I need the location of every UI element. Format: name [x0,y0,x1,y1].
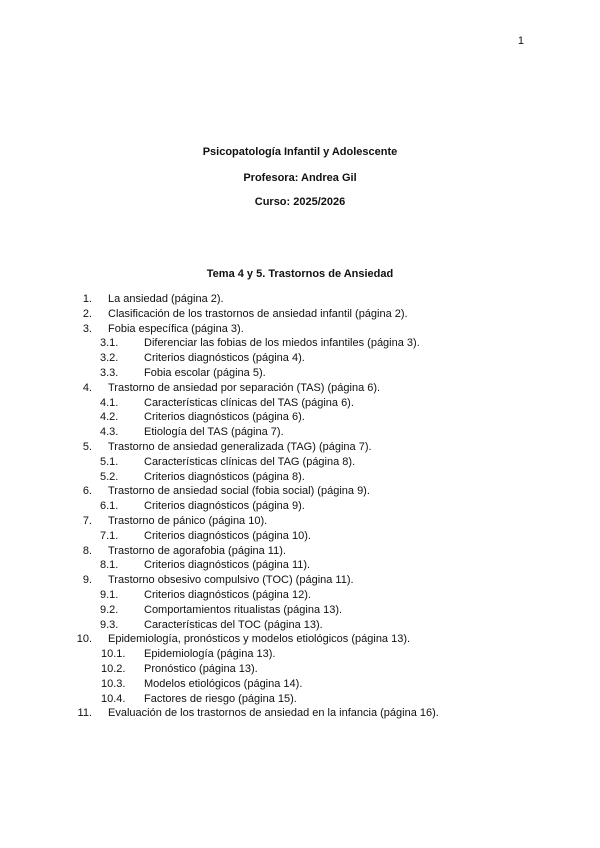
toc-number: 7.1. [100,529,119,542]
toc-item [0,632,600,647]
toc-text: La ansiedad (página 2). [108,293,224,305]
toc-number: 4.1. [100,396,119,409]
toc-number: 10.3. [101,677,126,690]
toc-subitem [0,529,600,544]
toc-text: Clasificación de los trastornos de ansiedad infantil (página 2). [108,307,408,320]
toc-text: Características clínicas del TAG (página 8). [144,455,356,468]
toc-text: Fobia escolar (página 5). [144,366,266,379]
toc-subitem [0,558,600,573]
toc-text: Evaluación de los trastornos de ansiedad en la infancia (página 16). [108,707,439,720]
page-number: 1 [517,35,524,47]
toc-subitem [0,618,600,633]
toc-text: Criterios diagnósticos (página 12). [144,588,311,601]
toc-subitem [0,470,600,485]
toc-text: Trastorno de ansiedad generalizada (TAG) (página 7). [108,440,372,453]
toc-text: Criterios diagnósticos (página 10). [144,529,311,542]
toc-number: 7. [82,514,92,527]
toc-text: Diferenciar las fobias de los miedos infantiles (página 3). [144,337,420,350]
professor-name: Profesora: Andrea Gil [243,172,357,184]
toc-subitem [0,499,600,514]
toc-number: 10.4. [101,692,126,705]
toc-text: Características clínicas del TAS (página 6). [144,396,354,409]
toc-subitem [0,455,600,470]
toc-item [0,440,600,455]
toc-text: Criterios diagnósticos (página 8). [144,470,305,483]
toc-number: 4.2. [100,411,119,424]
toc-text: Modelos etiológicos (página 14). [144,677,303,690]
toc-item [0,322,600,337]
toc-item [0,484,600,499]
toc-text: Criterios diagnósticos (página 11). [144,559,311,572]
toc-number: 8. [82,544,92,557]
toc-text: Trastorno de ansiedad por separación (TAS) (página 6). [108,381,381,394]
toc-text: Fobia específica (página 3). [108,322,244,335]
toc-text: Factores de riesgo (página 15). [144,692,297,705]
toc-number: 5. [82,440,92,453]
toc-item [0,381,600,396]
toc-subitem [0,410,600,425]
toc-subitem [0,647,600,662]
topic-title: Tema 4 y 5. Trastornos de Ansiedad [206,268,394,280]
toc-subitem [0,336,600,351]
toc-subitem [0,603,600,618]
toc-item [0,544,600,559]
toc-subitem [0,588,600,603]
toc-number: 8.1. [100,559,119,572]
toc-number: 1. [82,293,92,305]
toc-item [0,292,600,307]
toc-text: Etiología del TAS (página 7). [144,426,284,439]
toc-text: Trastorno de agorafobia (página 11). [108,544,286,557]
toc-text: Epidemiología, pronósticos y modelos etiológicos (página 13). [108,633,411,646]
toc-number: 9.1. [100,588,119,601]
toc-text: Comportamientos ritualistas (página 13). [144,603,343,616]
toc-number: 3.1. [100,337,119,350]
toc-text: Trastorno de ansiedad social (fobia social) (página 9). [108,485,370,498]
toc-number: 5.2. [100,470,119,483]
toc-number: 9.2. [100,603,119,616]
toc-item [0,514,600,529]
table-of-contents [0,292,600,721]
toc-text: Pronóstico (página 13). [144,662,258,675]
toc-number: 9.3. [100,618,119,631]
toc-subitem [0,677,600,692]
toc-subitem [0,396,600,411]
toc-subitem [0,425,600,440]
toc-text: Criterios diagnósticos (página 4). [144,352,305,365]
toc-number: 11. [77,707,92,720]
toc-subitem [0,351,600,366]
toc-number: 4. [82,381,92,394]
toc-number: 5.1. [100,455,119,468]
toc-subitem [0,692,600,707]
toc-number: 4.3. [100,426,119,439]
toc-text: Trastorno de pánico (página 10). [108,514,268,527]
toc-text: Trastorno obsesivo compulsivo (TOC) (página 11). [108,574,354,587]
toc-number: 3. [82,322,92,335]
course-year: Curso: 2025/2026 [254,196,346,208]
toc-number: 9. [82,574,92,587]
toc-text: Criterios diagnósticos (página 6). [144,411,305,424]
toc-number: 10. [76,633,92,646]
toc-item [0,706,600,721]
course-title: Psicopatología Infantil y Adolescente [202,146,398,158]
toc-subitem [0,366,600,381]
toc-number: 6. [82,485,92,498]
toc-number: 2. [82,307,92,320]
toc-text: Epidemiología (página 13). [144,648,276,661]
toc-number: 6.1. [100,500,119,513]
toc-number: 3.3. [100,366,119,379]
toc-number: 10.1. [101,648,126,661]
toc-text: Criterios diagnósticos (página 9). [144,500,305,513]
toc-number: 10.2. [101,662,126,675]
toc-item [0,573,600,588]
toc-subitem [0,662,600,677]
toc-item [0,307,600,322]
toc-text: Características del TOC (página 13). [144,618,323,631]
toc-number: 3.2. [100,352,119,365]
